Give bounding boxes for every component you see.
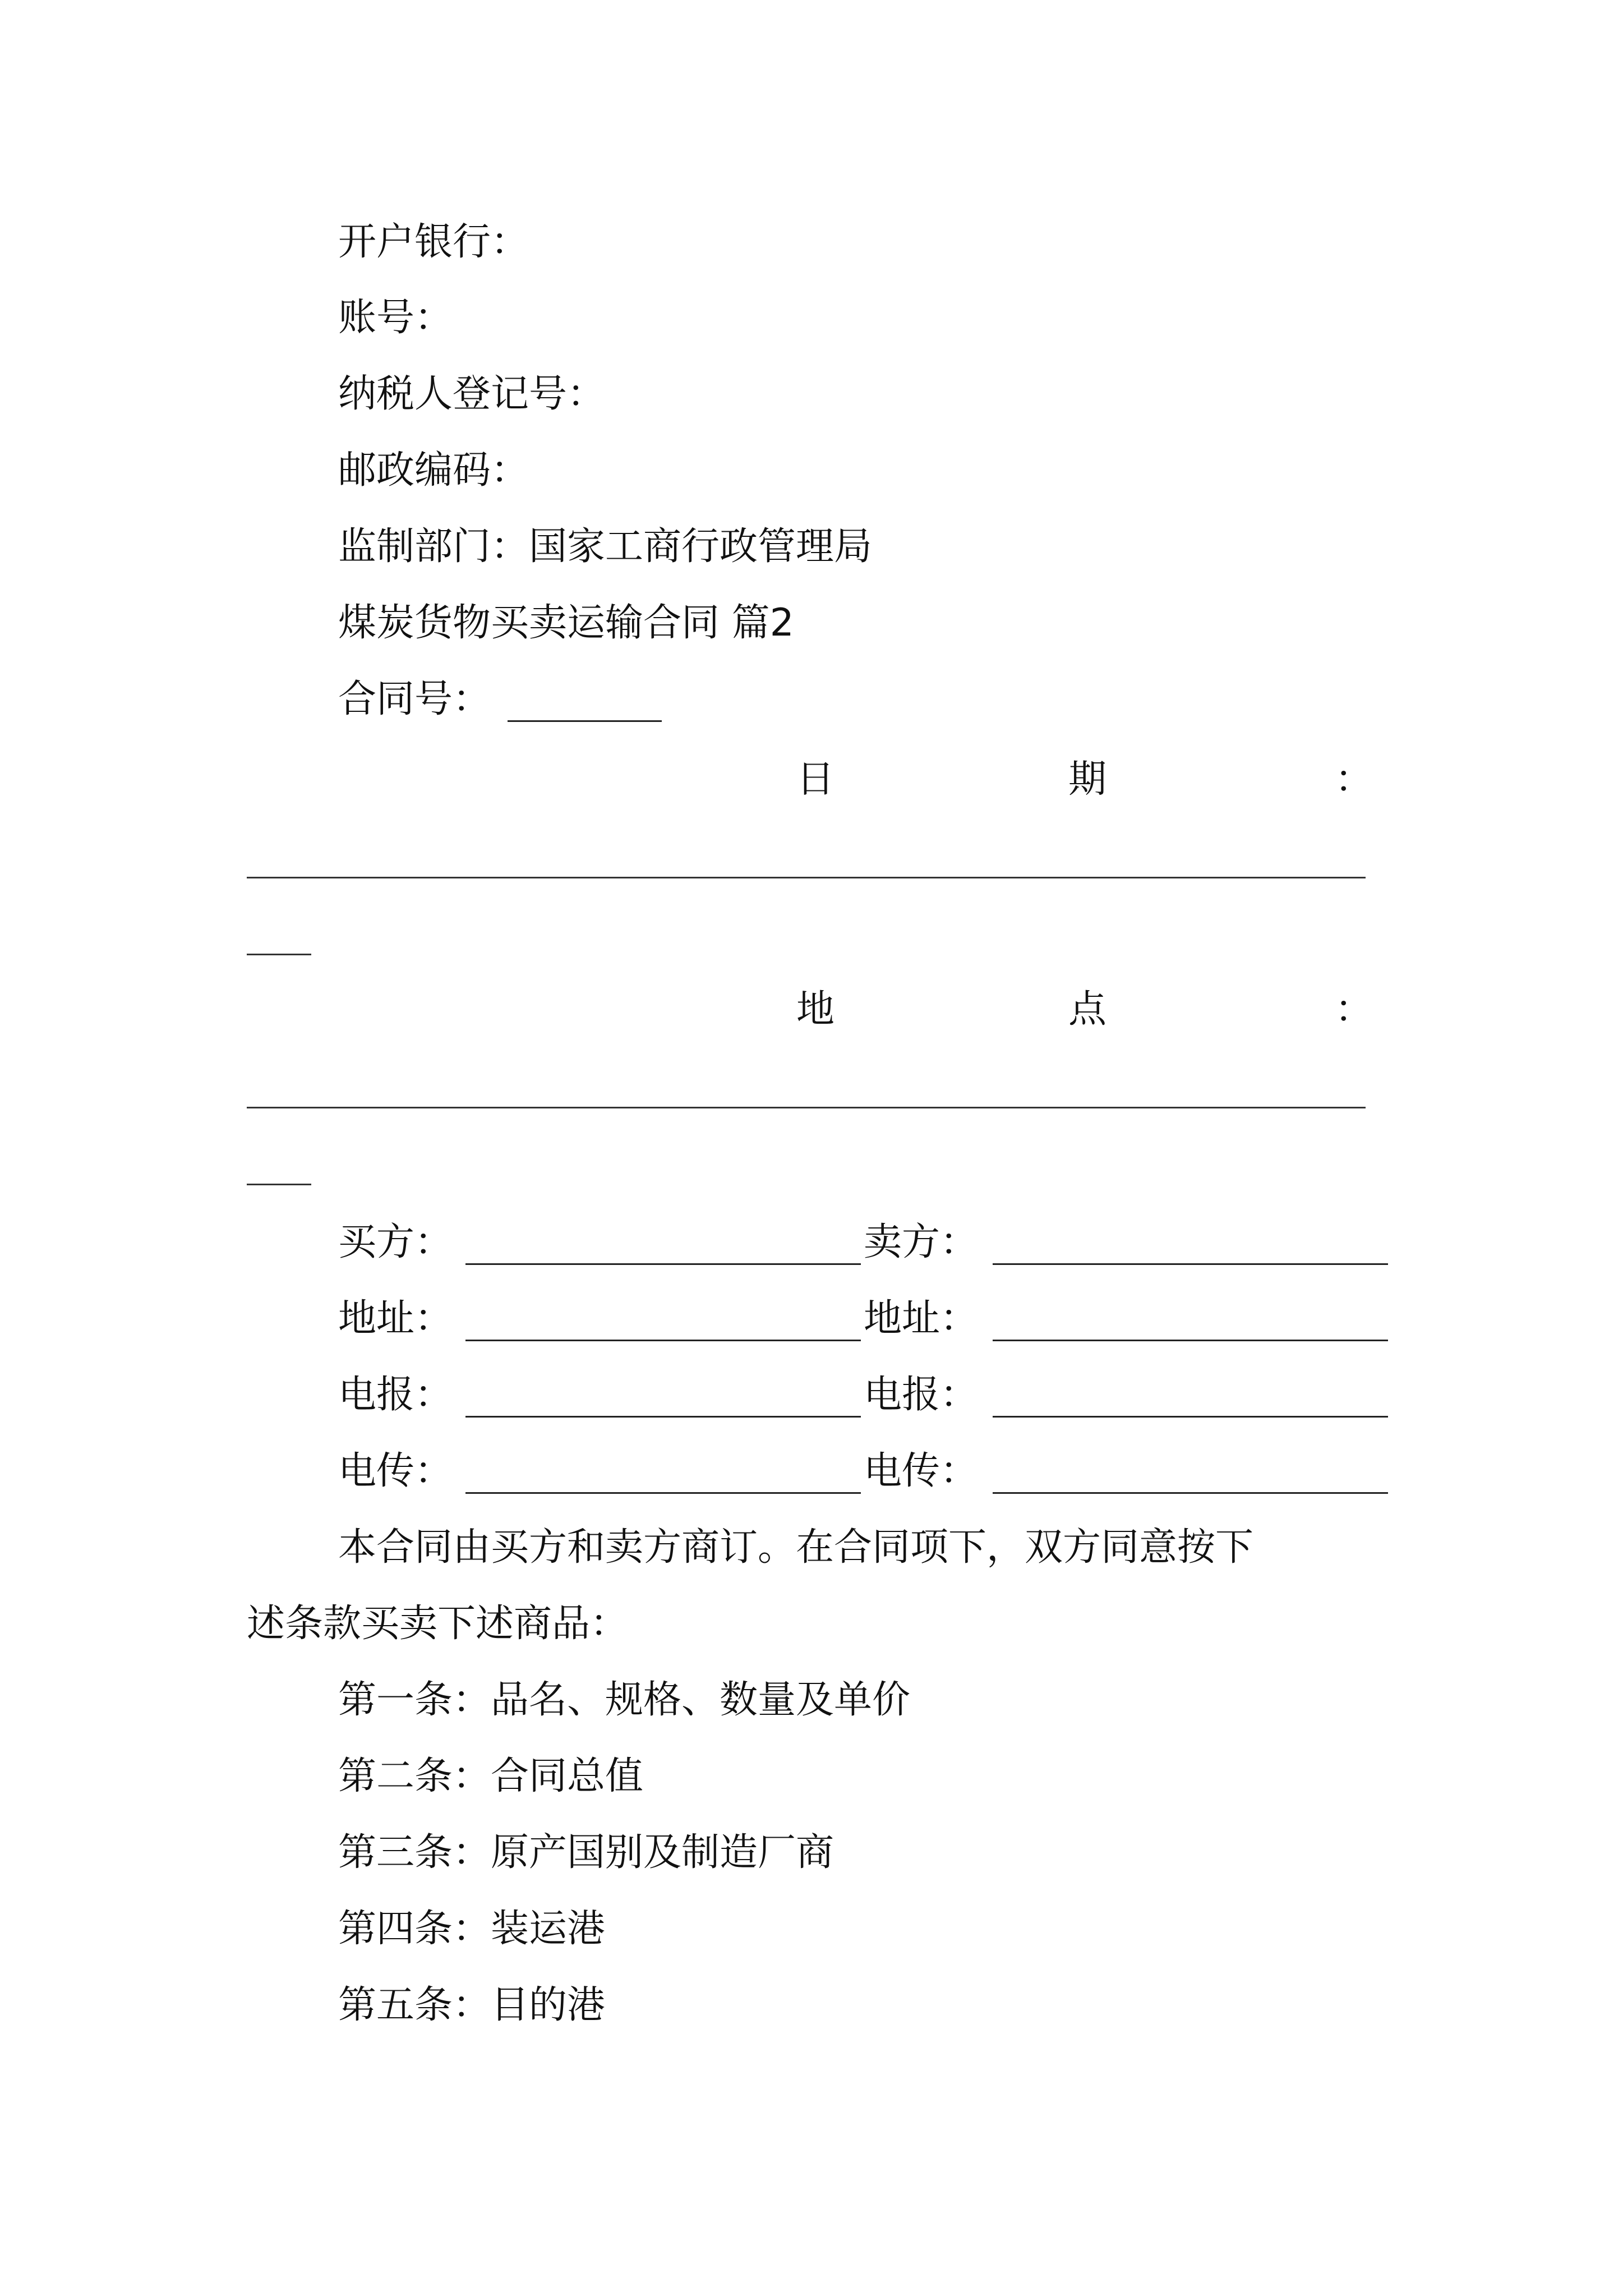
party-row xyxy=(0,1294,1623,1344)
clause-4: 第四条：装运港 xyxy=(338,1907,606,1951)
postcode-line xyxy=(0,445,1623,496)
postcode-label: 邮政编码： xyxy=(338,448,529,493)
seller-address-label: 地址： xyxy=(864,1296,979,1341)
place-blank-line-tail[interactable] xyxy=(247,1184,311,1185)
seller-telex-label: 电传： xyxy=(864,1449,979,1493)
place-char-2: 点 xyxy=(1068,987,1107,1032)
supervisor-line xyxy=(0,522,1623,572)
account-label: 账号： xyxy=(338,296,453,340)
clause-item xyxy=(0,1828,1623,1878)
seller-address-blank[interactable] xyxy=(993,1340,1388,1341)
contract-no-line xyxy=(0,674,1623,725)
clause-item xyxy=(0,1904,1623,1954)
clause-item xyxy=(0,1980,1623,2031)
contract-no-blank[interactable] xyxy=(508,720,662,722)
buyer-telegram-blank[interactable] xyxy=(465,1416,861,1418)
buyer-telex-label: 电传： xyxy=(338,1449,453,1493)
party-row xyxy=(0,1370,1623,1420)
date-colon: ： xyxy=(1335,757,1373,802)
buyer-blank[interactable] xyxy=(465,1263,861,1265)
intro-line-2 xyxy=(0,1599,1623,1649)
date-blank-line-tail[interactable] xyxy=(247,954,311,955)
place-line xyxy=(0,984,1623,1035)
place-char-1: 地 xyxy=(796,987,835,1032)
bank-label: 开户银行： xyxy=(338,220,529,264)
title-line xyxy=(0,598,1623,648)
date-blank-line[interactable] xyxy=(247,877,1366,878)
buyer-telegram-label: 电报： xyxy=(338,1373,453,1417)
place-blank-line[interactable] xyxy=(247,1107,1366,1108)
date-char-2: 期 xyxy=(1068,757,1107,802)
account-line xyxy=(0,293,1623,343)
clause-item xyxy=(0,1751,1623,1802)
party-row xyxy=(0,1446,1623,1497)
taxpayer-line xyxy=(0,369,1623,420)
clause-item xyxy=(0,1675,1623,1726)
clause-2: 第二条：合同总值 xyxy=(338,1754,644,1798)
date-char-1: 日 xyxy=(796,757,835,802)
seller-telegram-blank[interactable] xyxy=(993,1416,1388,1418)
contract-title: 煤炭货物买卖运输合同 篇2 xyxy=(338,601,794,645)
seller-telex-blank[interactable] xyxy=(993,1492,1388,1494)
bank-line xyxy=(0,217,1623,268)
intro-text-1: 本合同由买方和卖方商订。在合同项下，双方同意按下 xyxy=(338,1525,1254,1570)
clause-5: 第五条：目的港 xyxy=(338,1983,606,2027)
buyer-address-label: 地址： xyxy=(338,1296,453,1341)
clause-1: 第一条：品名、规格、数量及单价 xyxy=(338,1678,911,1722)
buyer-label: 买方： xyxy=(338,1220,453,1264)
place-colon: ： xyxy=(1335,987,1373,1032)
seller-label: 卖方： xyxy=(864,1220,979,1264)
contract-no-label: 合同号： xyxy=(338,677,491,721)
supervisor-text: 监制部门：国家工商行政管理局 xyxy=(338,524,873,569)
taxpayer-label: 纳税人登记号： xyxy=(338,372,606,416)
buyer-address-blank[interactable] xyxy=(465,1340,861,1341)
intro-line-1 xyxy=(0,1522,1623,1573)
seller-blank[interactable] xyxy=(993,1263,1388,1265)
date-line xyxy=(0,754,1623,805)
party-row xyxy=(0,1217,1623,1268)
clause-3: 第三条：原产国别及制造厂商 xyxy=(338,1830,834,1875)
buyer-telex-blank[interactable] xyxy=(465,1492,861,1494)
intro-text-2: 述条款买卖下述商品： xyxy=(247,1602,629,1646)
seller-telegram-label: 电报： xyxy=(864,1373,979,1417)
